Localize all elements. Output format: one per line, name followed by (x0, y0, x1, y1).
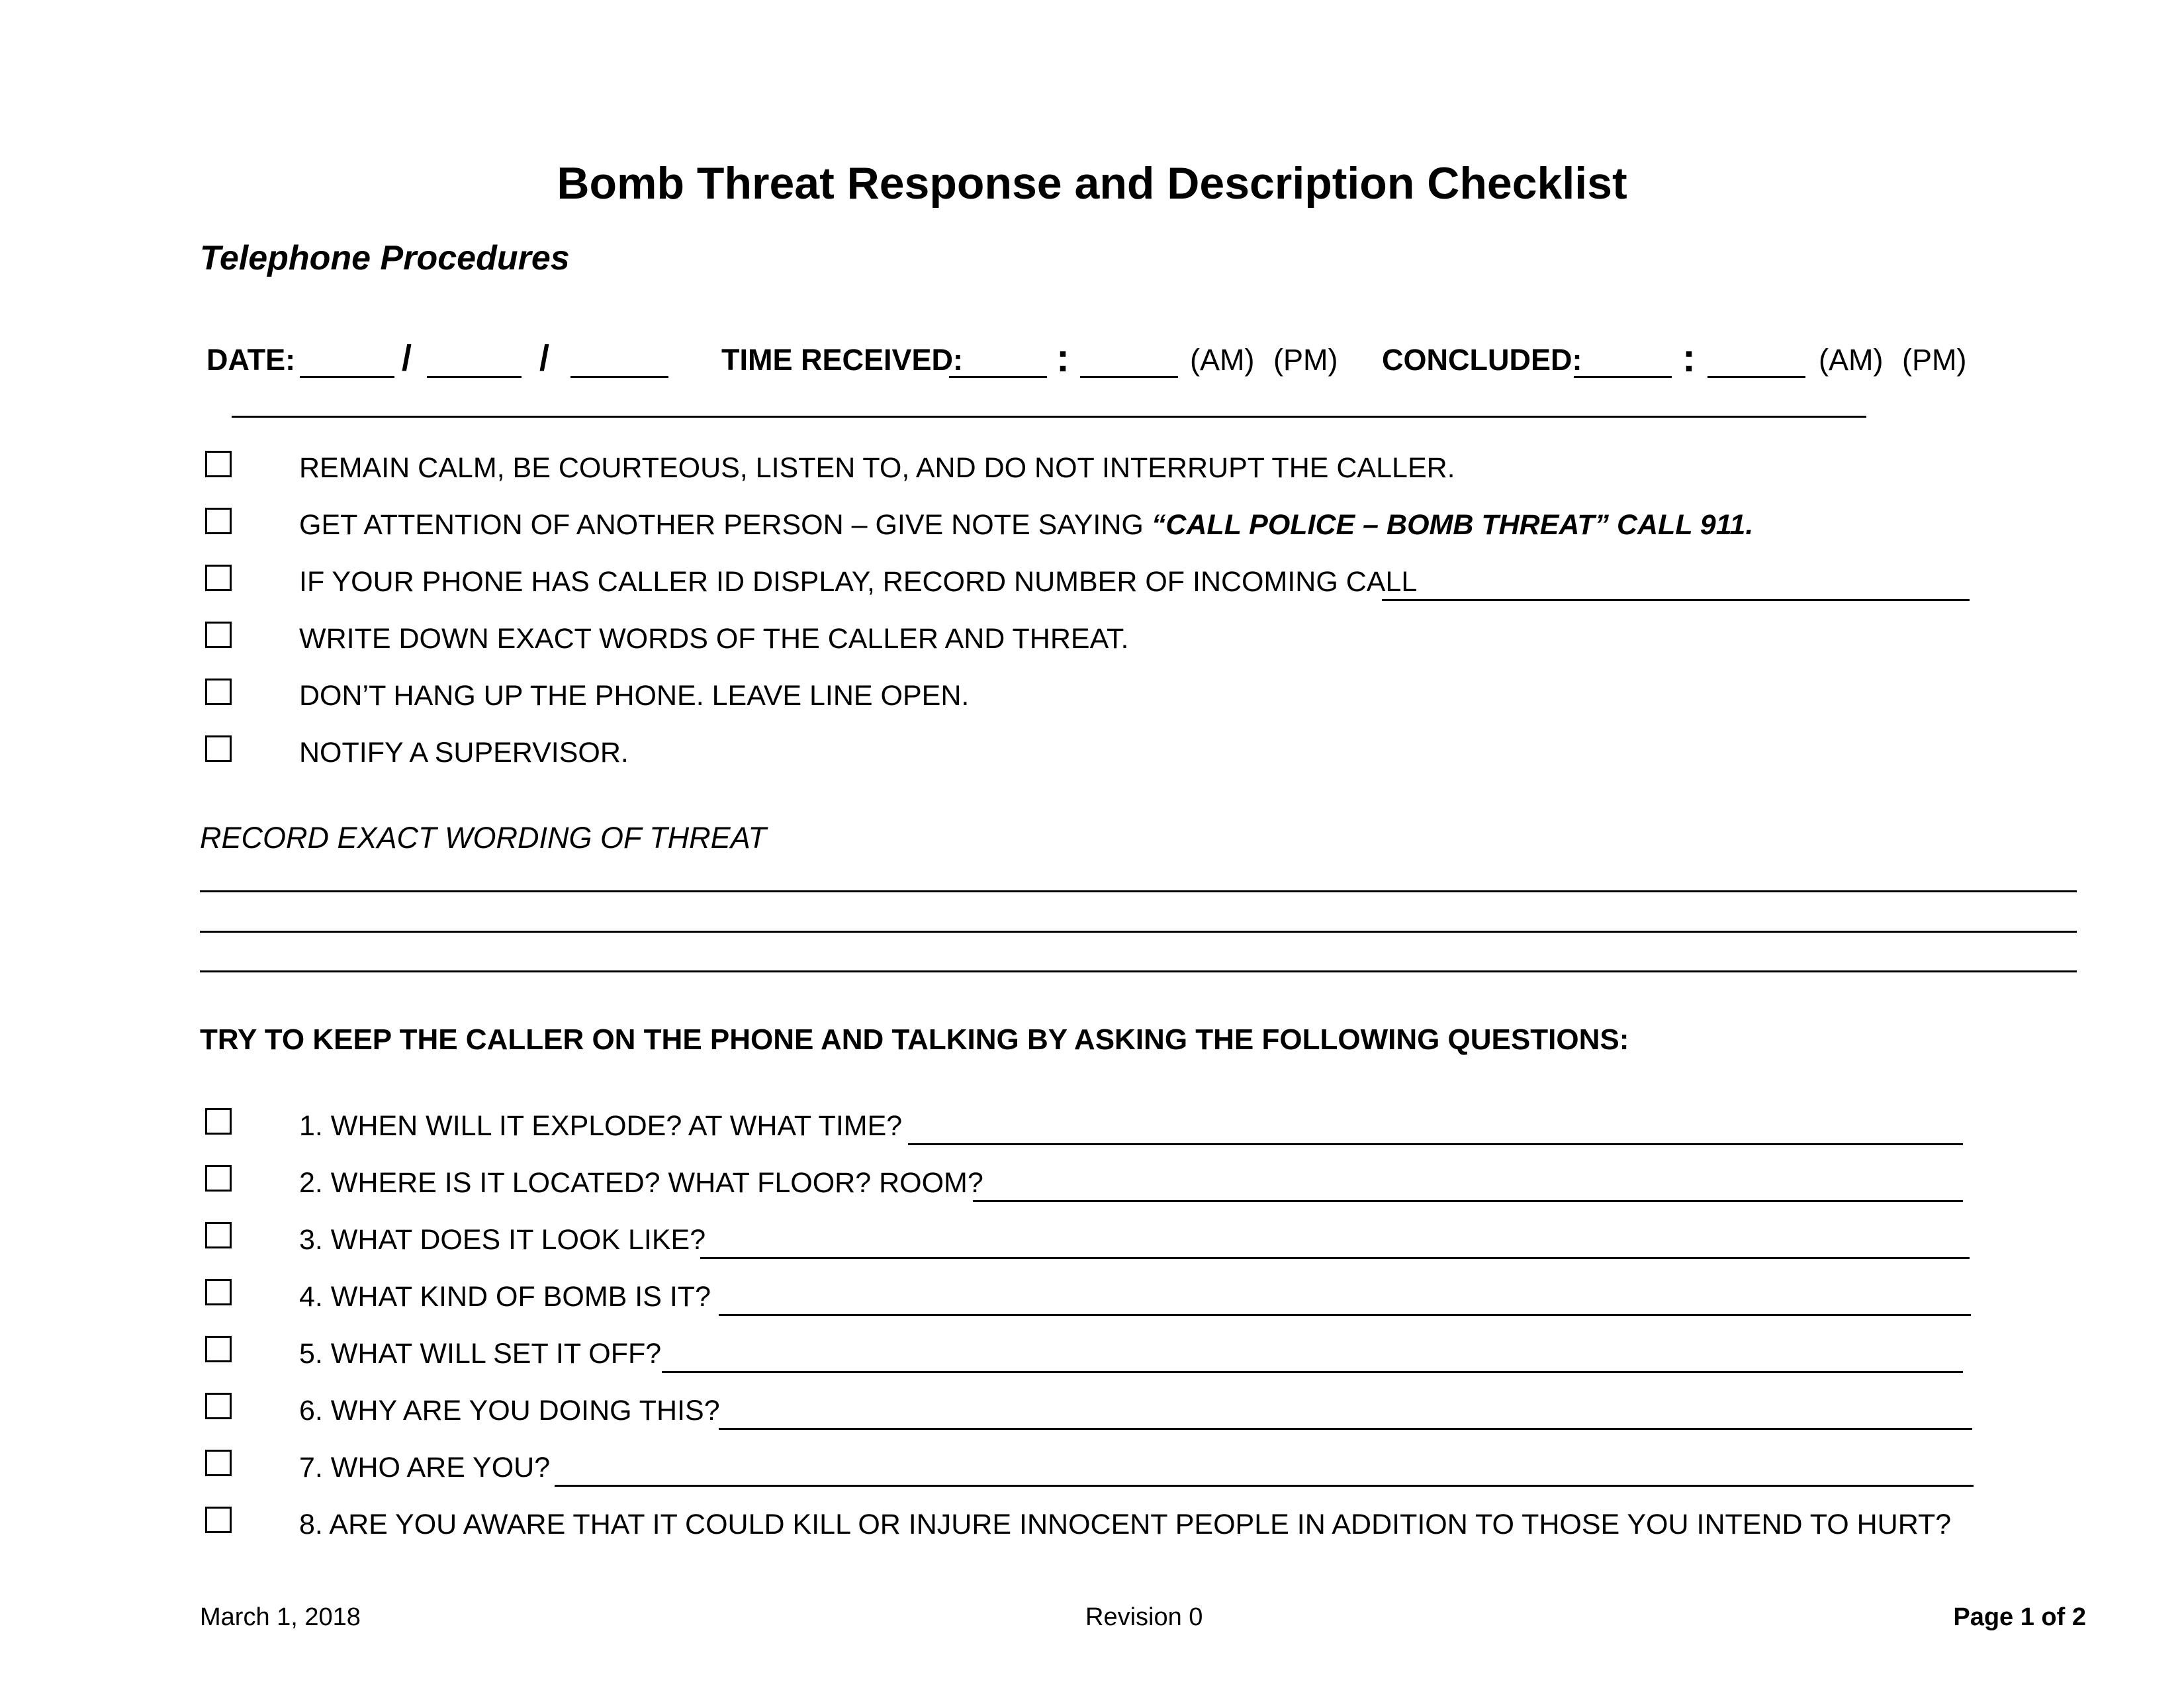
date-year-field[interactable] (570, 376, 668, 378)
question-checkbox[interactable] (205, 1279, 232, 1305)
procedure-text: IF YOUR PHONE HAS CALLER ID DISPLAY, RECORD NUMBER OF INCOMING CALL (299, 566, 1418, 598)
time-received-separator: : (1056, 336, 1069, 380)
question-answer-field[interactable] (700, 1257, 1970, 1259)
questions-header: TRY TO KEEP THE CALLER ON THE PHONE AND TALKING BY ASKING THE FOLLOWING QUESTIONS: (200, 1023, 1629, 1056)
time-received-pm-option[interactable]: (PM) (1273, 343, 1338, 377)
threat-wording-line-3[interactable] (200, 970, 2077, 972)
header-divider (232, 416, 1866, 418)
date-label: DATE: (206, 343, 296, 377)
question-checkbox[interactable] (205, 1222, 232, 1248)
procedure-text-main: GET ATTENTION OF ANOTHER PERSON – GIVE NOTE SAYING (299, 509, 1152, 541)
question-checkbox[interactable] (205, 1108, 232, 1135)
time-received-label: TIME RECEIVED: (721, 343, 964, 377)
question-checkbox[interactable] (205, 1393, 232, 1419)
section-subtitle: Telephone Procedures (200, 239, 570, 277)
threat-wording-line-2[interactable] (200, 931, 2077, 933)
question-text: 8. ARE YOU AWARE THAT IT COULD KILL OR INJURE INNOCENT PEOPLE IN ADDITION TO THOSE YOU INTEND TO HURT? (299, 1509, 1952, 1540)
concluded-label: CONCLUDED: (1382, 343, 1582, 377)
footer-revision: Revision 0 (1085, 1603, 1203, 1631)
procedure-text-emphasis: “CALL POLICE – BOMB THREAT” CALL 911. (1151, 509, 1754, 541)
procedure-checkbox[interactable] (205, 735, 232, 762)
question-text: 3. WHAT DOES IT LOOK LIKE? (299, 1224, 706, 1256)
question-checkbox[interactable] (205, 1336, 232, 1362)
concluded-hour-field[interactable] (1574, 376, 1672, 378)
procedure-text: DON’T HANG UP THE PHONE. LEAVE LINE OPEN. (299, 680, 970, 712)
question-checkbox[interactable] (205, 1507, 232, 1533)
document-title: Bomb Threat Response and Description Checklist (557, 158, 1627, 209)
procedure-text: REMAIN CALM, BE COURTEOUS, LISTEN TO, AND DO NOT INTERRUPT THE CALLER. (299, 452, 1455, 484)
procedure-checkbox[interactable] (205, 508, 232, 534)
footer-page-number: Page 1 of 2 (1953, 1603, 2086, 1631)
time-received-hour-field[interactable] (949, 376, 1047, 378)
question-text: 1. WHEN WILL IT EXPLODE? AT WHAT TIME? (299, 1110, 903, 1142)
concluded-minute-field[interactable] (1707, 376, 1805, 378)
caller-id-number-field[interactable] (1382, 599, 1970, 601)
procedure-text (299, 509, 1753, 541)
footer-date: March 1, 2018 (200, 1603, 361, 1631)
date-separator-2: / (539, 338, 550, 378)
question-answer-field[interactable] (719, 1314, 1971, 1316)
question-text: 2. WHERE IS IT LOCATED? WHAT FLOOR? ROOM? (299, 1167, 983, 1199)
date-separator-1: / (402, 338, 412, 378)
question-answer-field[interactable] (973, 1200, 1963, 1202)
time-received-minute-field[interactable] (1080, 376, 1178, 378)
procedure-checkbox[interactable] (205, 622, 232, 648)
question-text: 5. WHAT WILL SET IT OFF? (299, 1338, 662, 1370)
record-threat-label: RECORD EXACT WORDING OF THREAT (200, 821, 766, 855)
question-checkbox[interactable] (205, 1165, 232, 1192)
question-text: 6. WHY ARE YOU DOING THIS? (299, 1395, 720, 1427)
question-answer-field[interactable] (555, 1485, 1974, 1487)
procedure-checkbox[interactable] (205, 679, 232, 705)
question-answer-field[interactable] (719, 1428, 1972, 1430)
date-month-field[interactable] (300, 376, 394, 378)
question-answer-field[interactable] (662, 1371, 1963, 1373)
procedure-text: NOTIFY A SUPERVISOR. (299, 737, 629, 769)
concluded-pm-option[interactable]: (PM) (1902, 343, 1967, 377)
date-day-field[interactable] (427, 376, 522, 378)
question-answer-field[interactable] (908, 1143, 1963, 1145)
procedure-text: WRITE DOWN EXACT WORDS OF THE CALLER AND THREAT. (299, 623, 1129, 655)
question-text: 7. WHO ARE YOU? (299, 1452, 551, 1483)
concluded-separator: : (1682, 336, 1696, 380)
threat-wording-line-1[interactable] (200, 890, 2077, 892)
question-checkbox[interactable] (205, 1450, 232, 1476)
concluded-am-option[interactable]: (AM) (1819, 343, 1884, 377)
question-text: 4. WHAT KIND OF BOMB IS IT? (299, 1281, 711, 1313)
time-received-am-option[interactable]: (AM) (1190, 343, 1255, 377)
procedure-checkbox[interactable] (205, 565, 232, 591)
procedure-checkbox[interactable] (205, 451, 232, 477)
